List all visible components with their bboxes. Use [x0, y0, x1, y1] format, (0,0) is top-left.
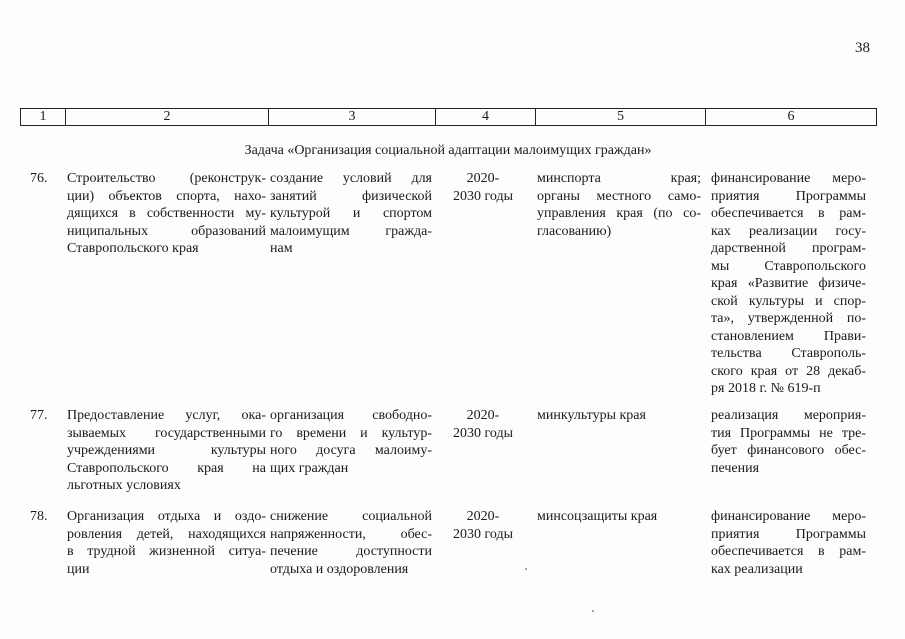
responsible-executors — [537, 508, 701, 526]
text-line: ря 2018 г. № 619-п — [711, 381, 821, 396]
column-number-6: 6 — [706, 109, 877, 126]
text-line: мы Ставропольского — [711, 258, 866, 274]
text-line: приятия Программы — [711, 526, 866, 542]
expected-result — [270, 170, 432, 258]
text-line: ской культуры и спор- — [711, 293, 866, 309]
text-line: тия Программы не тре- — [711, 425, 866, 441]
text-line: ского края от 28 декаб- — [711, 363, 866, 379]
page-number: 38 — [855, 40, 870, 56]
text-line: учреждениями культуры — [67, 443, 266, 458]
text-line: печение доступности — [270, 544, 432, 559]
measure-name — [67, 170, 266, 258]
text-line: занятий физической — [270, 188, 432, 204]
column-number-2: 2 — [66, 109, 269, 126]
text-line: края «Развитие физиче- — [711, 276, 866, 291]
scan-speck — [592, 610, 594, 612]
responsible-executors — [537, 170, 701, 240]
text-line: финансирование меро- — [711, 171, 866, 186]
implementation-period — [438, 407, 528, 442]
text-line: зываемых государственными — [67, 425, 266, 441]
text-line: 2020- — [466, 171, 500, 186]
text-line: малоимущим гражда- — [270, 223, 432, 239]
scan-speck — [525, 568, 527, 570]
text-line: та», утвержденной по- — [711, 311, 866, 326]
text-line: создание условий для — [270, 171, 432, 186]
text-line: органы местного само- — [537, 188, 701, 204]
text-line: управления края (по со- — [537, 206, 701, 221]
text-line: Ставропольского края на — [67, 460, 266, 476]
text-line: становлением Прави- — [711, 328, 866, 344]
text-line: финансирование меро- — [711, 509, 866, 524]
expected-result — [270, 407, 432, 477]
text-line: ках реализации госу- — [711, 223, 866, 239]
row-number: 77. — [30, 408, 48, 423]
column-number-4: 4 — [436, 109, 536, 126]
text-line: Строительство (реконструк- — [67, 171, 266, 186]
responsible-executors — [537, 407, 701, 425]
text-line: обеспечивается в рам- — [711, 206, 866, 221]
text-line: 2020- — [466, 509, 500, 524]
text-line: ровления детей, находящихся — [67, 526, 266, 542]
task-title: Задача «Организация социальной адаптации малоимущих граждан» — [244, 143, 652, 158]
text-line: тельства Ставрополь- — [711, 346, 866, 361]
text-line: организация свободно- — [270, 408, 432, 423]
text-line: дарственной програм- — [711, 241, 866, 256]
financing-note — [711, 407, 866, 477]
implementation-period — [438, 508, 528, 543]
text-line: приятия Программы — [711, 188, 866, 204]
financing-note — [711, 170, 866, 398]
text-line: минсоцзащиты края — [537, 509, 658, 524]
text-line: 2030 годы — [452, 188, 514, 204]
text-line: 2030 годы — [452, 526, 514, 542]
text-line: отдыха и оздоровления — [270, 561, 409, 577]
text-line: гласованию) — [537, 223, 612, 239]
column-number-5: 5 — [536, 109, 706, 126]
text-line: го времени и культур- — [270, 425, 432, 441]
measure-name — [67, 508, 266, 578]
text-line: ции — [67, 561, 90, 577]
row-number: 78. — [30, 509, 48, 524]
text-line: ках реализации — [711, 561, 803, 577]
text-line: Предоставление услуг, ока- — [67, 408, 266, 423]
text-line: Организация отдыха и оздо- — [67, 509, 266, 524]
text-line: снижение социальной — [270, 509, 432, 524]
text-line: обеспечивается в рам- — [711, 544, 866, 559]
text-line: дящихся в собственности му- — [67, 206, 266, 221]
text-line: ного досуга малоиму- — [270, 443, 432, 458]
text-line: 2030 годы — [452, 425, 514, 441]
text-line: льготных условиях — [67, 478, 181, 493]
measure-name — [67, 407, 266, 495]
text-line: реализация мероприя- — [711, 408, 866, 423]
implementation-period — [438, 170, 528, 205]
text-line: печения — [711, 460, 760, 476]
text-line: напряженности, обес- — [270, 526, 432, 542]
text-line: ниципальных образований — [67, 223, 266, 239]
text-line: культурой и спортом — [270, 206, 432, 221]
text-line: Ставропольского края — [67, 241, 199, 256]
text-line: нам — [270, 241, 293, 256]
text-line: минкультуры края — [537, 408, 646, 423]
column-number-header — [20, 108, 877, 126]
text-line: 2020- — [466, 408, 500, 423]
text-line: минспорта края; — [537, 171, 701, 186]
column-number-1: 1 — [21, 109, 66, 126]
text-line: ции) объектов спорта, нахо- — [67, 188, 266, 204]
financing-note — [711, 508, 866, 578]
row-number: 76. — [30, 171, 48, 186]
text-line: бует финансового обес- — [711, 443, 866, 458]
column-number-3: 3 — [269, 109, 436, 126]
text-line: в трудной жизненной ситуа- — [67, 544, 266, 559]
text-line: щих граждан — [270, 460, 349, 476]
expected-result — [270, 508, 432, 578]
